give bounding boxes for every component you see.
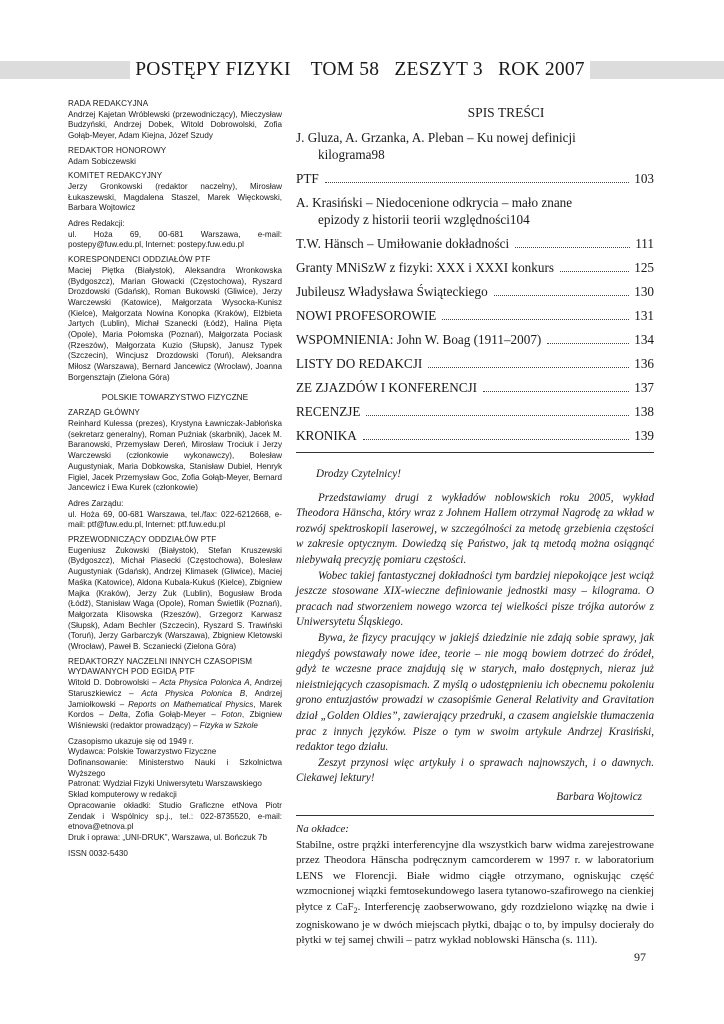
honorary-editor-heading: REDAKTOR HONOROWY <box>68 145 167 155</box>
other-editors: Witold D. Dobrowolski – Acta Physica Polonica A, Andrzej Staruszkiewicz – Acta Physica Polonica B, Andrzej Jamiołkowski – Reports on Mathematical Physics, Marek Kordos – Delta, Zofia Gołąb-Meyer – Foton, Zbigniew Wiśniewski (redaktor prowadzący) – Fizyka w Szkole <box>68 678 283 730</box>
toc-leader <box>515 247 630 248</box>
toc-leader <box>325 182 629 183</box>
divider <box>296 452 654 453</box>
letter-paragraph: Przedstawiamy drugi z wykładów noblowskich roku 2005, wykład Theodora Hänscha, który wraz z Johnem Hallem otrzymał Nagrodę za wkład w rozwój spektroskopii laserowej, w szczególności za metodę grzebienia częstości w zakresie optycznym. Dowiedzą się Państwo, jak tą metodą można osiągnąć niebywałą precyzję pomiaru częstości. <box>296 491 654 566</box>
toc-page: 104 <box>509 212 530 227</box>
letter-signature: Barbara Wojtowicz <box>556 790 642 803</box>
board-address-heading: Adres Zarządu: <box>68 498 124 508</box>
other-editors-heading: REDAKTORZY NACZELNI INNYCH CZASOPISM WYDAWANYCH POD EGIDĄ PTF <box>68 656 253 677</box>
toc-page: 137 <box>634 380 654 395</box>
letter-paragraph: Zeszyt przynosi więc artykuły i o sprawach najnowszych, i o dawnych. Ciekawej lektury! <box>296 756 654 785</box>
toc-entry[interactable]: A. Krasiński – Niedocenione odkrycia – mało znane epizody z historii teorii względności 104 <box>296 195 573 227</box>
honorary-editor: Adam Sobiczewski <box>68 156 136 166</box>
editorial-address-heading: Adres Redakcji: <box>68 219 125 229</box>
toc-title: SPIS TREŚCI <box>467 105 545 120</box>
society-heading: POLSKIE TOWARZYSTWO FIZYCZNE <box>101 391 249 402</box>
toc-entry[interactable]: RECENZJE 138 <box>296 404 654 419</box>
journal-title: POSTĘPY FIZYKI <box>135 59 291 80</box>
board-address: ul. Hoża 69, 00-681 Warszawa, tel./fax: 022-6212668, e-mail: ptf@fuw.edu.pl, Internet: ptf.fuw.edu.pl <box>68 509 282 530</box>
letter-greeting: Drodzy Czytelnicy! <box>316 468 401 480</box>
masthead-column <box>68 95 282 859</box>
editorial-board: Andrzej Kajetan Wróblewski (przewodniczący), Mieczysław Budzyński, Andrzej Dobek, Witold Dobrowolski, Zofia Gołąb-Meyer, Adam Kiejna, Józef Szudy <box>68 109 282 141</box>
info-line: Czasopismo ukazuje się od 1949 r. <box>68 736 194 746</box>
toc-leader <box>363 439 629 440</box>
cover-caption <box>296 822 654 948</box>
info-line: Skład komputerowy w redakcji <box>68 790 177 800</box>
toc-entry[interactable]: PTF 103 <box>296 171 654 186</box>
toc-page: 111 <box>635 236 654 251</box>
editorial-committee-heading: KOMITET REDAKCYJNY <box>68 171 163 181</box>
toc-entry[interactable]: WSPOMNIENIA: John W. Boag (1911–2007) 134 <box>296 332 654 347</box>
info-line: Patronat: Wydział Fizyki Uniwersytetu Warszawskiego <box>68 779 262 789</box>
issue: ZESZYT 3 <box>394 59 483 80</box>
editorial-board-heading: RADA REDAKCYJNA <box>68 99 149 108</box>
correspondents: Maciej Piętka (Białystok), Aleksandra Wronkowska (Bydgoszcz), Marian Głowacki (Częstochowa), Ryszard Drozdowski (Gdańsk), Roman Bukowski (Gliwice), Jerzy Warczewski (Katowice), Małgorzata Wysocka-Kunisz (Kielce), Małgorzata Nowina Konopka (Kraków), Elżbieta Jartych (Lublin), Michał Szanecki (Łódź), Halina Pięta (Opole), Maria Połomska (Poznań), Małgorzata Pociask (Rzeszów), Małgorzata Kuzio (Słupsk), Janusz Typek (Szczecin), Wincjusz Drozdowski (Toruń), Aleksandra Miłosz (Warszawa), Bernard Jancewicz (Wrocław), Joanna Borgensztajn (Zielona Góra) <box>68 265 282 382</box>
editorial-committee: Jerzy Gronkowski (redaktor naczelny), Mirosław Łukaszewski, Magdalena Staszel, Marek Więckowski, Barbara Wojtowicz <box>68 181 282 213</box>
info-line: Opracowanie okładki: Studio Graficzne etNova Piotr Zendak i Wspólnicy sp.j., tel.: 022-8735520, e-mail: etnova@etnova.pl <box>68 800 282 832</box>
toc-page: 134 <box>634 332 654 347</box>
toc-page: 98 <box>371 147 385 162</box>
divider <box>296 815 654 816</box>
year: ROK 2007 <box>498 59 585 80</box>
cover-text: Stabilne, ostre prążki interferencyjne dla wszystkich barw widma zarejestrowane przez Theodora Hänscha podręcznym camcorderem w 1997 r. w laboratorium LENS we Florencji. Białe widmo ciągłe otrzymano, ogniskując część wzmocnionej wiązki femtosekundowego lasera tytanowo-szafirowego na cienkiej płytce z CaF$_2$. Interferencję zaobserwowano, gdy rozdzielono wiązkę na dwie i zogniskowano je w dwóch miejscach płytki, dbając o to, by impulsy docierały do płytki w tej samej chwili – patrz wykład noblowski Hänscha (s. 111). <box>296 838 654 947</box>
letter-paragraph: Bywa, że fizycy pracujący w jakiejś dziedzinie nie zdają sobie sprawy, jak niegdyś powstawały nowe idee, teorie – nie mogą bowiem dotrzeć do źródeł, gdyż te wczesne prace znajdują się w starych, mało dostępnych, nieraz już nieistniejących czasopismach. Z myślą o udostępnieniu ich obecnemu pokoleniu grono entuzjastów prowadzi w czasopiśmie General Relativity and Gravitation dział „Golden Oldies”, zawierający przedruki, a czasem angielskie tłumaczenia prac z innych języków. Pisze o tym w swoim artykule Andrzej Krasiński, redaktor tego działu. <box>296 631 654 754</box>
issn: ISSN 0032-5430 <box>68 848 128 858</box>
toc-entry[interactable]: J. Gluza, A. Grzanka, A. Pleban – Ku nowej definicji kilograma 98 <box>296 130 576 162</box>
publication-info <box>68 737 282 844</box>
toc-page: 138 <box>634 404 654 419</box>
toc-leader <box>366 415 629 416</box>
journal-header <box>130 58 590 82</box>
volume: TOM 58 <box>310 59 380 80</box>
toc-page: 139 <box>634 428 654 443</box>
toc-leader <box>547 343 629 344</box>
toc-leader <box>494 295 630 296</box>
cover-label: Na okładce: <box>296 823 349 836</box>
toc-entry[interactable]: T.W. Hänsch – Umiłowanie dokładności 111 <box>296 236 654 251</box>
toc-entry[interactable]: Granty MNiSzW z fizyki: XXX i XXXI konkurs 125 <box>296 260 654 275</box>
board: Reinhard Kulessa (prezes), Krystyna Ławniczak-Jabłońska (sekretarz generalny), Roman Puźniak (skarbnik), Jacek M. Baranowski, Przemysław Dereń, Mirosław Trociuk i Jerzy Warczewski (członkowie wykonawczy), Bolesław Augustyniak, Maria Dobkowska, Stanisław Dubiel, Henryk Figiel, Jacek Przemysław Goc, Zofia Gołąb-Meyer, Bernard Jancewicz i Ewa Kurek (członkowie) <box>68 418 282 493</box>
toc-entry[interactable]: NOWI PROFESOROWIE 131 <box>296 308 654 323</box>
toc-page: 130 <box>634 284 654 299</box>
branch-chairs: Eugeniusz Żukowski (Białystok), Stefan Kruszewski (Bydgoszcz), Michał Piasecki (Częstochowa), Bolesław Augustyniak (Gdańsk), Andrzej Klimasek (Gliwice), Maciej Maśka (Katowice), Aldona Kubala-Kukuś (Kielce), Zbigniew Majka (Kraków), Jerzy Żuk (Lublin), Bogusław Broda (Łódź), Stanisław Waga (Opole), Roman Świetlik (Poznań), Małgorzata Klisowska (Rzeszów), Grzegorz Karwasz (Słupsk), Adam Bechler (Szczecin), Ryszard S. Trawiński (Toruń), Jerzy Garbarczyk (Warszawa), Zbigniew Kletowski (Wrocław), Paweł B. Sczaniecki (Zielona Góra) <box>68 545 282 652</box>
editorial-address: ul. Hoża 69, 00-681 Warszawa, e-mail: postepy@fuw.edu.pl, Internet: postepy.fuw.edu.pl <box>68 229 282 250</box>
letter-paragraph: Wobec takiej fantastycznej dokładności tym bardziej niepokojące jest wciąż jeszcze stosowane XIX-wieczne definiowanie jednostki masy – kilograma. O pracach nad stworzeniem nowego wzorca tej wielkości pisze trójka autorów z Uniwersytetu Śląskiego. <box>296 569 654 629</box>
toc-leader <box>483 391 629 392</box>
toc-leader <box>442 319 629 320</box>
toc-page: 136 <box>634 356 654 371</box>
toc-entry[interactable]: LISTY DO REDAKCJI 136 <box>296 356 654 371</box>
info-line: Wydawca: Polskie Towarzystwo Fizyczne <box>68 747 217 757</box>
branch-chairs-heading: PRZEWODNICZĄCY ODDZIAŁÓW PTF <box>68 535 217 545</box>
board-heading: ZARZĄD GŁÓWNY <box>68 408 140 418</box>
toc-leader <box>428 367 629 368</box>
toc-page: 131 <box>634 308 654 323</box>
info-line: Dofinansowanie: Ministerstwo Nauki i Szkolnictwa Wyższego <box>68 758 282 778</box>
toc-page: 125 <box>634 260 654 275</box>
editor-letter <box>296 467 654 805</box>
toc-entry[interactable]: Jubileusz Władysława Świąteckiego 130 <box>296 284 654 299</box>
page-number: 97 <box>634 950 646 964</box>
correspondents-heading: KORESPONDENCI ODDZIAŁÓW PTF <box>68 255 211 265</box>
toc-leader <box>560 271 629 272</box>
toc-page: 103 <box>634 171 654 186</box>
toc-entry[interactable]: ZE ZJAZDÓW I KONFERENCJI 137 <box>296 380 654 395</box>
toc-entry[interactable]: KRONIKA 139 <box>296 428 654 443</box>
info-line: Druk i oprawa: „UNI-DRUK”, Warszawa, ul. Bończuk 7b <box>68 833 267 842</box>
content-column <box>296 105 654 949</box>
